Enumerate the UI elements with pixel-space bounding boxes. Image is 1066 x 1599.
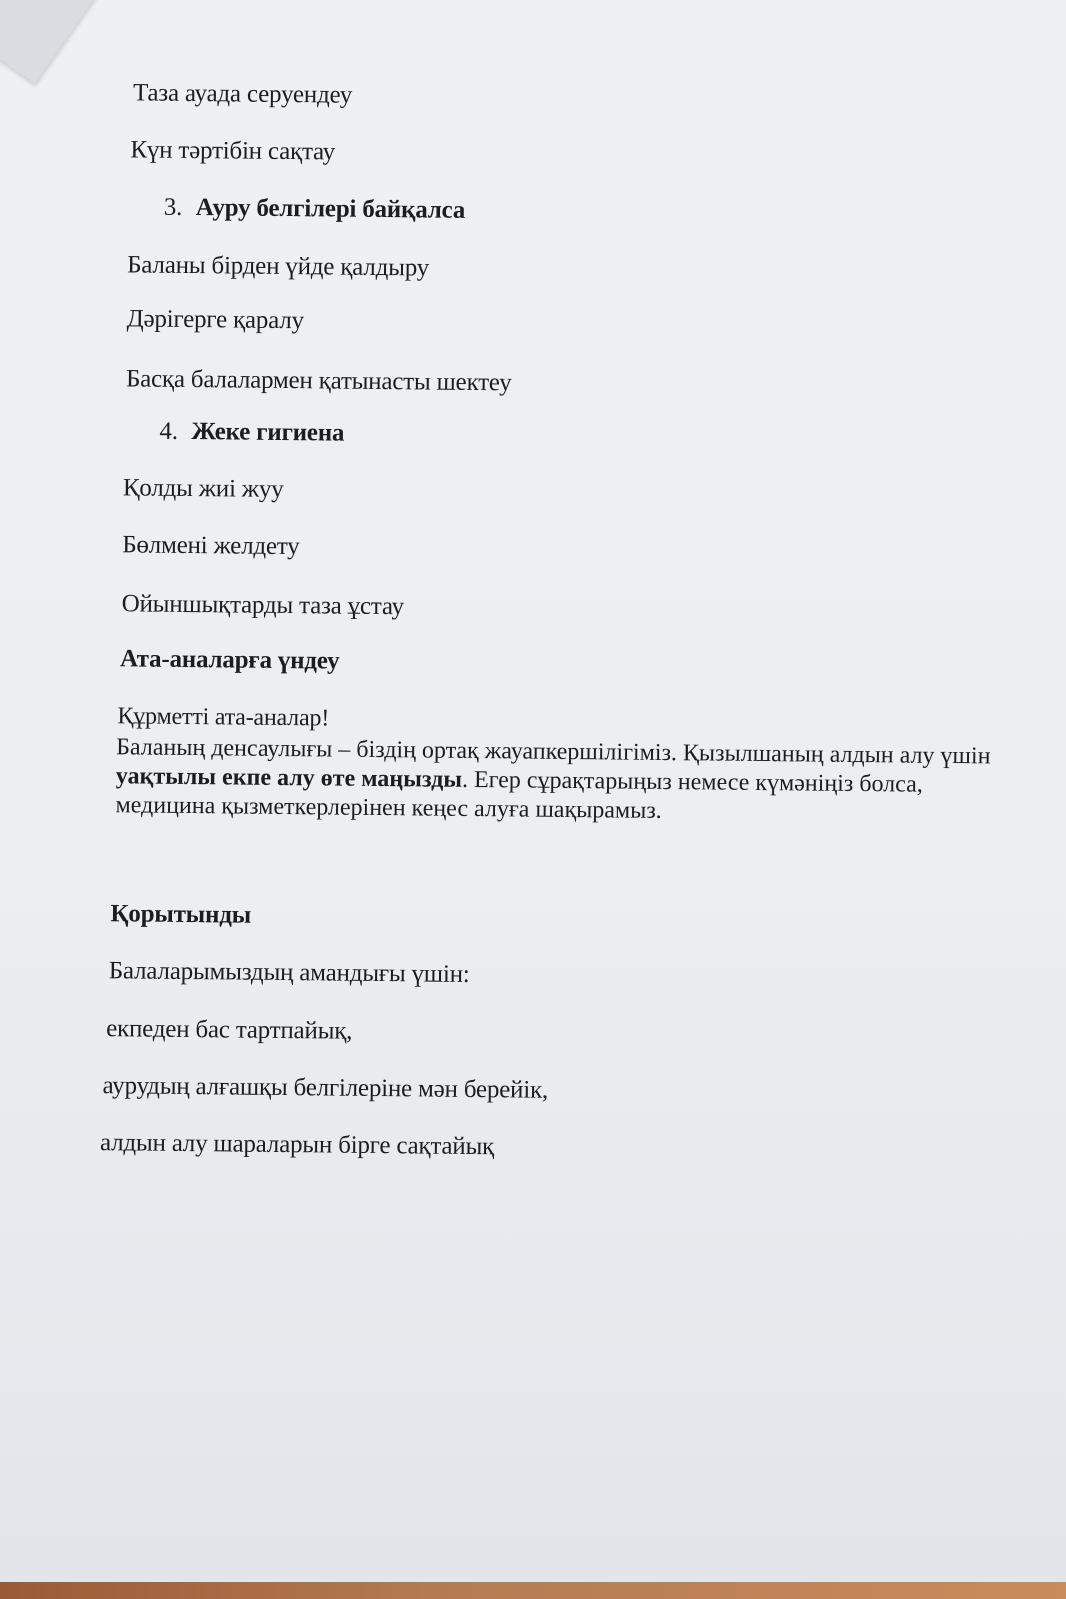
appeal-text-bold: уақтылы екпе алу өте маңызды	[115, 763, 463, 793]
section-3-heading	[164, 194, 466, 225]
appeal-title: Ата-аналарға үндеу	[119, 645, 340, 675]
section-3-number: 3.	[163, 193, 183, 221]
folded-corner	[0, 0, 104, 84]
table-edge	[0, 1582, 1066, 1599]
list-item: Күн тәртібін сақтау	[130, 136, 336, 166]
appeal-text-1: Баланың денсаулығы – біздің ортақ жауапкершілігіміз. Қызылшаның алдын алу үшін	[116, 734, 991, 770]
section-3-title: Ауру белгілері байқалса	[195, 194, 466, 224]
conclusion-intro: Балаларымыздың амандығы үшін:	[108, 957, 470, 988]
list-item: Дәрігерге қаралу	[126, 305, 305, 335]
list-item: Басқа балалармен қатынасты шектеу	[125, 365, 512, 397]
conclusion-line: екпеден бас тартпайық,	[106, 1015, 353, 1045]
appeal-greeting: Құрметті ата-аналар!	[117, 703, 330, 732]
list-item: Баланы бірден үйде қалдыру	[127, 251, 430, 282]
appeal-paragraph	[115, 733, 996, 829]
conclusion-title: Қорытынды	[110, 900, 252, 929]
section-4-number: 4.	[159, 417, 178, 445]
appeal-text-2: . Егер сұрақтарыңыз немесе күмәніңіз болса, медицина қызметкерлерінен кеңес алуға шақырамыз.	[115, 766, 923, 824]
section-4-heading	[159, 418, 344, 448]
list-item: Ойыншықтарды таза ұстау	[121, 590, 404, 621]
list-item: Қолды жиі жуу	[122, 474, 284, 503]
list-item: Таза ауада серуендеу	[132, 79, 353, 109]
section-4-title: Жеке гигиена	[191, 418, 345, 447]
list-item: Бөлмені желдету	[122, 531, 300, 561]
conclusion-line: аурудың алғашқы белгілеріне мән берейік,	[102, 1072, 549, 1104]
conclusion-line: алдын алу шараларын бірге сақтайық	[99, 1129, 495, 1161]
